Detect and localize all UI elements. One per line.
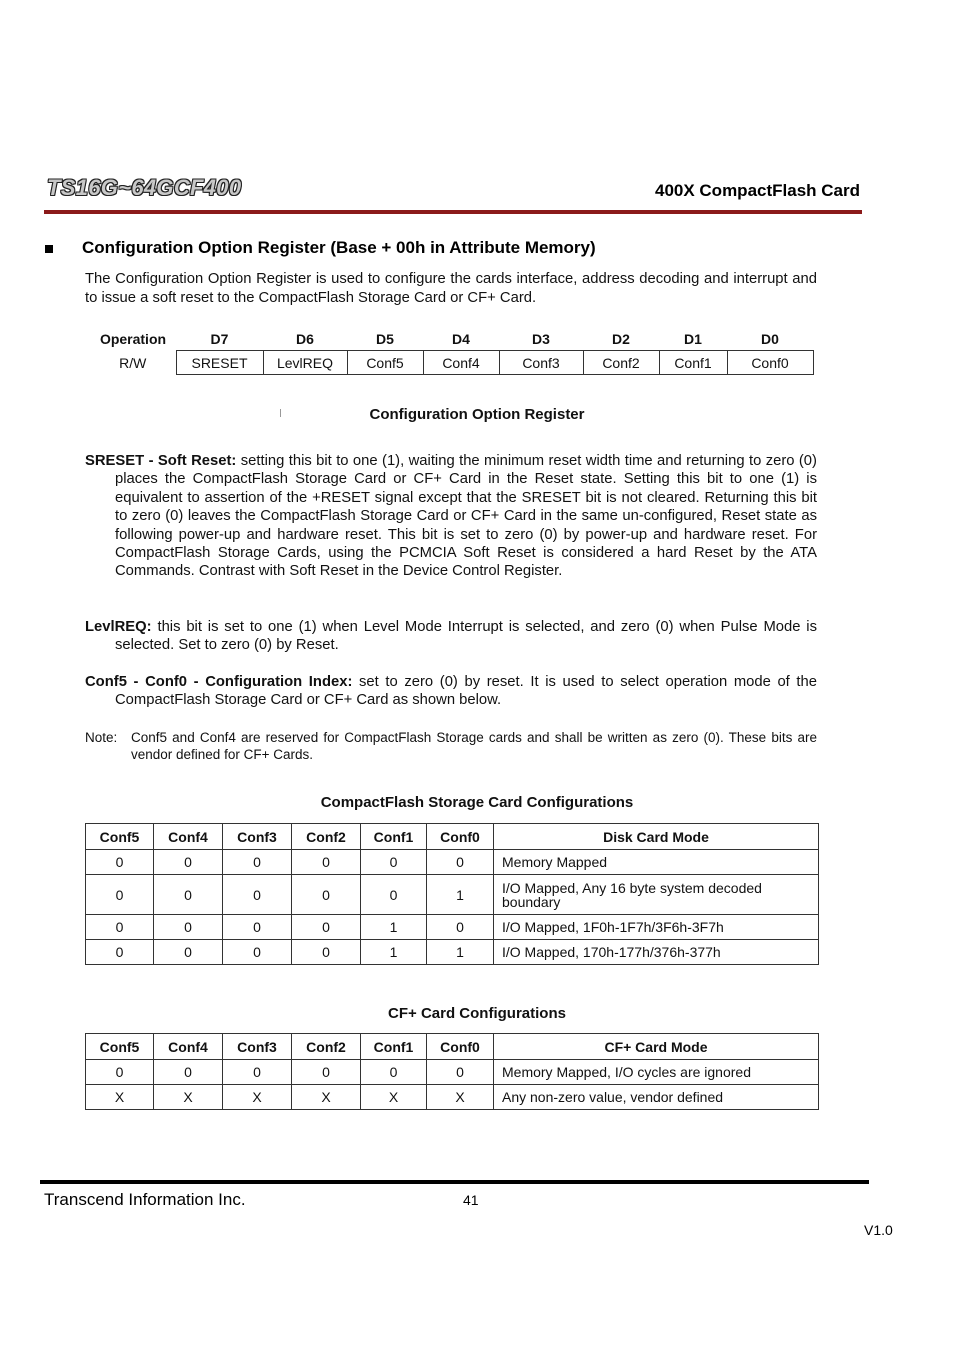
register-header-row xyxy=(90,328,813,351)
register-bit-cell: Conf0 xyxy=(727,351,813,375)
register-header-cell: D2 xyxy=(612,331,630,347)
register-header-cell: D3 xyxy=(532,331,550,347)
table-cell: 0 xyxy=(427,850,494,875)
register-bit-cell: LevlREQ xyxy=(263,351,347,375)
register-bit-cell: SRESET xyxy=(176,351,263,375)
register-header-cell: D7 xyxy=(210,331,229,347)
table-cell: 0 xyxy=(86,915,154,940)
table-header-cell: Conf2 xyxy=(292,824,361,850)
table-cell: 0 xyxy=(154,940,223,965)
table-mode-cell: I/O Mapped, 170h-177h/376h-377h xyxy=(494,940,819,965)
table-mode-cell: Memory Mapped, I/O cycles are ignored xyxy=(494,1060,819,1085)
table-cell: 0 xyxy=(223,850,292,875)
conf-index-description xyxy=(85,673,817,710)
table-cell: X xyxy=(86,1085,154,1110)
register-bit-cell: Conf2 xyxy=(583,351,659,375)
table-cell: 0 xyxy=(292,1060,361,1085)
storage-config-table xyxy=(85,823,819,965)
table-cell: 0 xyxy=(86,850,154,875)
register-bit-cell: Conf4 xyxy=(423,351,499,375)
table-cell: 0 xyxy=(292,915,361,940)
table-mode-cell: Any non-zero value, vendor defined xyxy=(494,1085,819,1110)
table-cell: 0 xyxy=(361,1060,427,1085)
table-header-row xyxy=(86,824,819,850)
table-row xyxy=(86,850,819,875)
conf-index-term: Conf5 - Conf0 - Configuration Index: xyxy=(85,674,353,690)
table-header-cell: Conf5 xyxy=(86,824,154,850)
table-cell: 0 xyxy=(154,875,223,915)
table-cell: 1 xyxy=(361,940,427,965)
register-header-cell: D6 xyxy=(296,331,314,347)
page-number: 41 xyxy=(463,1192,479,1208)
table-cell: 0 xyxy=(427,915,494,940)
table-mode-cell: I/O Mapped, 1F0h-1F7h/3F6h-3F7h xyxy=(494,915,819,940)
table-cell: 0 xyxy=(292,940,361,965)
cfplus-config-table xyxy=(85,1033,819,1110)
register-header-cell: D1 xyxy=(684,331,702,347)
register-bit-cell: Conf3 xyxy=(499,351,583,375)
sreset-term: SRESET - Soft Reset: xyxy=(85,453,237,469)
footer-divider xyxy=(40,1180,869,1184)
register-value-row xyxy=(90,351,813,375)
register-bit-cell: Conf5 xyxy=(347,351,423,375)
conf-index-text: set to zero (0) by reset. It is used to select operation mode of the CompactFlash Storage Card or CF+ Card as shown below. xyxy=(115,674,817,709)
table-mode-cell: I/O Mapped, Any 16 byte system decoded boundary xyxy=(494,875,819,915)
cfplus-table-caption: CF+ Card Configurations xyxy=(388,1005,566,1022)
table-cell: 0 xyxy=(223,875,292,915)
header-divider xyxy=(44,210,862,214)
table-cell: 0 xyxy=(154,915,223,940)
table-cell: X xyxy=(154,1085,223,1110)
table-cell: 0 xyxy=(292,875,361,915)
levlreq-text: this bit is set to one (1) when Level Mode Interrupt is selected, and zero (0) when Pulse Mode is selected. Set to zero (0) by Reset. xyxy=(115,619,817,654)
table-header-cell: Conf4 xyxy=(154,824,223,850)
note-label: Note: xyxy=(85,730,118,745)
levlreq-term: LevlREQ: xyxy=(85,619,152,635)
section-title: Configuration Option Register (Base + 00h in Attribute Memory) xyxy=(82,238,596,257)
table-cell: 0 xyxy=(223,940,292,965)
table-header-cell: Conf0 xyxy=(427,1034,494,1060)
table-header-cell: Conf1 xyxy=(361,824,427,850)
table-header-cell: CF+ Card Mode xyxy=(494,1034,819,1060)
table-cell: X xyxy=(361,1085,427,1110)
register-bit-table xyxy=(90,328,814,375)
product-name: 400X CompactFlash Card xyxy=(654,181,860,200)
table-row xyxy=(86,940,819,965)
note-text: Conf5 and Conf4 are reserved for CompactFlash Storage cards and shall be written as zero (0). These bits are vendor defined for CF+ Cards. xyxy=(131,730,817,762)
table-cell: X xyxy=(292,1085,361,1110)
table-cell: 0 xyxy=(86,940,154,965)
register-header-cell: Operation xyxy=(99,331,167,348)
table-header-row xyxy=(86,1034,819,1060)
table-cell: 1 xyxy=(361,915,427,940)
sreset-text: setting this bit to one (1), waiting the minimum reset width time and returning to zero (0) places the CompactFlash Storage Card or CF+ Card in the Reset state. Setting this bit to one (1) is equivalent to assertion of the +RESET signal except that the SRESET bit is not cleared. Returning this bit to zero (0) leaves the CompactFlash Storage Card or CF+ Card in the same un-configured, Reset state as following power-up and hardware reset. This bit is set to zero (0) by power-up and hardware reset. For CompactFlash Storage Cards, using the PCMCIA Soft Reset is considered a hard Reset by the ATA Commands. Contrast with Soft Reset in the Device Control Register. xyxy=(115,453,817,580)
table-cell: 0 xyxy=(86,875,154,915)
table-header-cell: Conf2 xyxy=(292,1034,361,1060)
table-cell: 0 xyxy=(427,1060,494,1085)
register-bit-cell: Conf1 xyxy=(659,351,727,375)
table-cell: X xyxy=(427,1085,494,1110)
storage-table-caption: CompactFlash Storage Card Configurations xyxy=(320,794,634,811)
levlreq-description xyxy=(85,618,817,655)
table-cell: 0 xyxy=(223,1060,292,1085)
table-cell: 0 xyxy=(361,875,427,915)
note-block xyxy=(85,729,817,763)
sreset-description xyxy=(85,452,817,581)
table-header-cell: Conf1 xyxy=(361,1034,427,1060)
table-header-cell: Conf0 xyxy=(427,824,494,850)
table-row xyxy=(86,875,819,915)
table-cell: 0 xyxy=(361,850,427,875)
footer-company: Transcend Information Inc. xyxy=(44,1190,246,1209)
document-version: V1.0 xyxy=(864,1222,893,1238)
table-cell: 0 xyxy=(86,1060,154,1085)
table-cell: 0 xyxy=(223,915,292,940)
register-header-cell: D5 xyxy=(376,331,394,347)
table-cell: 1 xyxy=(427,940,494,965)
table-header-cell: Conf3 xyxy=(223,824,292,850)
table-header-cell: Conf5 xyxy=(86,1034,154,1060)
table-row xyxy=(86,1085,819,1110)
table-cell: X xyxy=(223,1085,292,1110)
table-mode-cell: Memory Mapped xyxy=(494,850,819,875)
register-table-caption: Configuration Option Register xyxy=(369,406,585,423)
table-cell: 1 xyxy=(427,875,494,915)
table-cell: 0 xyxy=(292,850,361,875)
table-row xyxy=(86,1060,819,1085)
register-header-cell: D4 xyxy=(452,331,470,347)
table-header-cell: Conf4 xyxy=(154,1034,223,1060)
table-row xyxy=(86,915,819,940)
table-header-cell: Conf3 xyxy=(223,1034,292,1060)
intro-paragraph: The Configuration Option Register is used to configure the cards interface, address decoding and interrupt and to issue a soft reset to the CompactFlash Storage Card or CF+ Card. xyxy=(85,271,817,306)
table-header-cell: Disk Card Mode xyxy=(494,824,819,850)
register-header-cell: D0 xyxy=(761,331,779,347)
document-model-title: TS16G~64GCF400 xyxy=(47,175,242,200)
table-cell: 0 xyxy=(154,850,223,875)
table-cell: 0 xyxy=(154,1060,223,1085)
register-operation-cell: R/W xyxy=(119,354,147,371)
square-bullet-icon xyxy=(45,245,53,253)
